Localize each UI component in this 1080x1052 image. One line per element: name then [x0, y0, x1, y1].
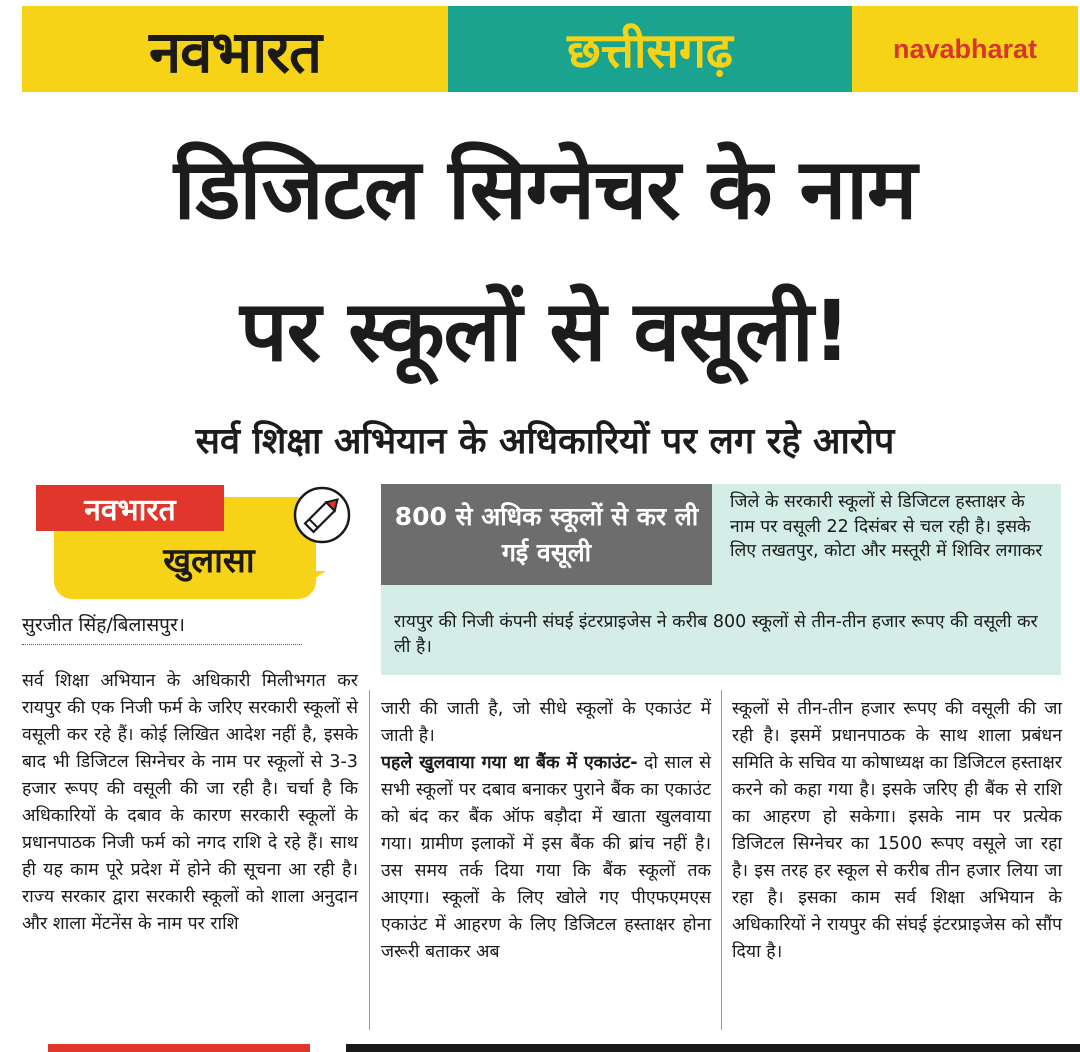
badge-top-label: [36, 485, 224, 531]
bottom-bar-red: [48, 1044, 310, 1052]
column-2-intro: जारी की जाती है, जो सीधे स्कूलों के एकाउंट में जाती है।: [381, 699, 711, 746]
badge-bottom-label: [114, 535, 304, 583]
badge-bottom-text: खुलासा: [163, 541, 255, 581]
masthead-edition: छत्तीसगढ़: [567, 22, 733, 79]
bottom-bar-black: [346, 1044, 1080, 1052]
masthead-latin-panel: [852, 6, 1078, 92]
masthead-edition-panel: [448, 6, 852, 92]
infobox-callout: [381, 484, 712, 585]
pencil-icon: [292, 485, 352, 545]
masthead-brand-panel: [22, 6, 448, 92]
infobox-bottom-text: रायपुर की निजी कंपनी संघई इंटरप्राइजेस ने करीब 800 स्कूलों से तीन-तीन हजार रूपए की वसूली कर ली है।: [394, 612, 1038, 657]
infobox-callout-text: 800 से अधिक स्कूलों से कर ली गई वसूली: [394, 501, 699, 567]
column-divider-2: [721, 690, 722, 1030]
headline-line-2: पर स्कूलों से वसूली!: [240, 282, 850, 380]
khulasa-badge: [22, 485, 352, 610]
article-column-3: स्कूलों से तीन-तीन हजार रूपए की वसूली की जा रही है। इसमें प्रधानपाठक के साथ शाला प्रबंधन समिति के सचिव या कोषाध्यक्ष का डिजिटल हस्ताक्षर करने को कहा गया है। इसके जरिए ही बैंक से राशि का आहरण हो सकेगा। इसके नाम पर प्रत्येक डिजिटल सिग्नेचर का 1500 रूपए वसूले जा रहा है। इस तरह हर स्कूल से करीब तीन हजार लिया जा रहा है। इसका काम सर्व शिक्षा अभियान के अधिकारियों ने रायपुर की संघई इंटरप्राइजेस को सौंप दिया है।: [732, 699, 1062, 962]
article-column-2: [381, 696, 711, 966]
headline-line-1: डिजिटल सिग्नेचर के नाम: [173, 140, 917, 238]
badge-top-text: नवभारत: [84, 492, 176, 528]
subheadline: सर्व शिक्षा अभियान के अधिकारियों पर लग रहे आरोप: [195, 421, 895, 462]
article-column-1: सर्व शिक्षा अभियान के अधिकारी मिलीभगत कर रायपुर की एक निजी फर्म के जरिए सरकारी स्कूलों से वसूली कर रहे हैं। कोई लिखित आदेश नहीं है, इसके बाद भी डिजिटल सिग्नेचर के नाम पर स्कूलों से 3-3 हजार रूपए की वसूली की जा रही है। चर्चा है कि अधिकारियों के दबाव के कारण सरकारी स्कूलों के प्रधानपाठक निजी फर्म को नगद राशि दे रहे हैं। साथ ही यह काम पूरे प्रदेश में होने की सूचना आ रही है। राज्य सरकार द्वारा सरकारी स्कूलों को शाला अनुदान और शाला मेंटनेंस के नाम पर राशि: [22, 671, 358, 934]
column-2-lead: पहले खुलवाया गया था बैंक में एकाउंट-: [381, 753, 638, 773]
headline: [20, 118, 1070, 402]
infobox-side-text: जिले के सरकारी स्कूलों से डिजिटल हस्ताक्षर के नाम पर वसूली 22 दिसंबर से चल रही है। इसके लिए तखतपुर, कोटा और मस्तूरी में शिविर लगाकर: [730, 492, 1043, 561]
column-divider-1: [369, 690, 370, 1030]
masthead-brand-latin: navabharat: [892, 33, 1038, 64]
byline: सुरजीत सिंह/बिलासपुर।: [22, 614, 185, 636]
masthead-brand: नवभारत: [148, 17, 322, 86]
column-2-text: दो साल से सभी स्कूलों पर दबाव बनाकर पुराने बैंक का एकाउंट को बंद कर बैंक ऑफ बड़ौदा में खाता खुलवाया गया। ग्रामीण इलाकों में इस बैंक की ब्रांच नहीं है। उस समय तर्क दिया गया कि बैंक स्कूलों तक आएगा। स्कूलों के लिए खोले गए पीएफएमएस एकाउंट में आहरण के लिए डिजिटल हस्ताक्षर होना जरूरी बताकर अब: [381, 753, 711, 962]
byline-divider: [22, 644, 302, 645]
masthead: [22, 6, 1078, 92]
